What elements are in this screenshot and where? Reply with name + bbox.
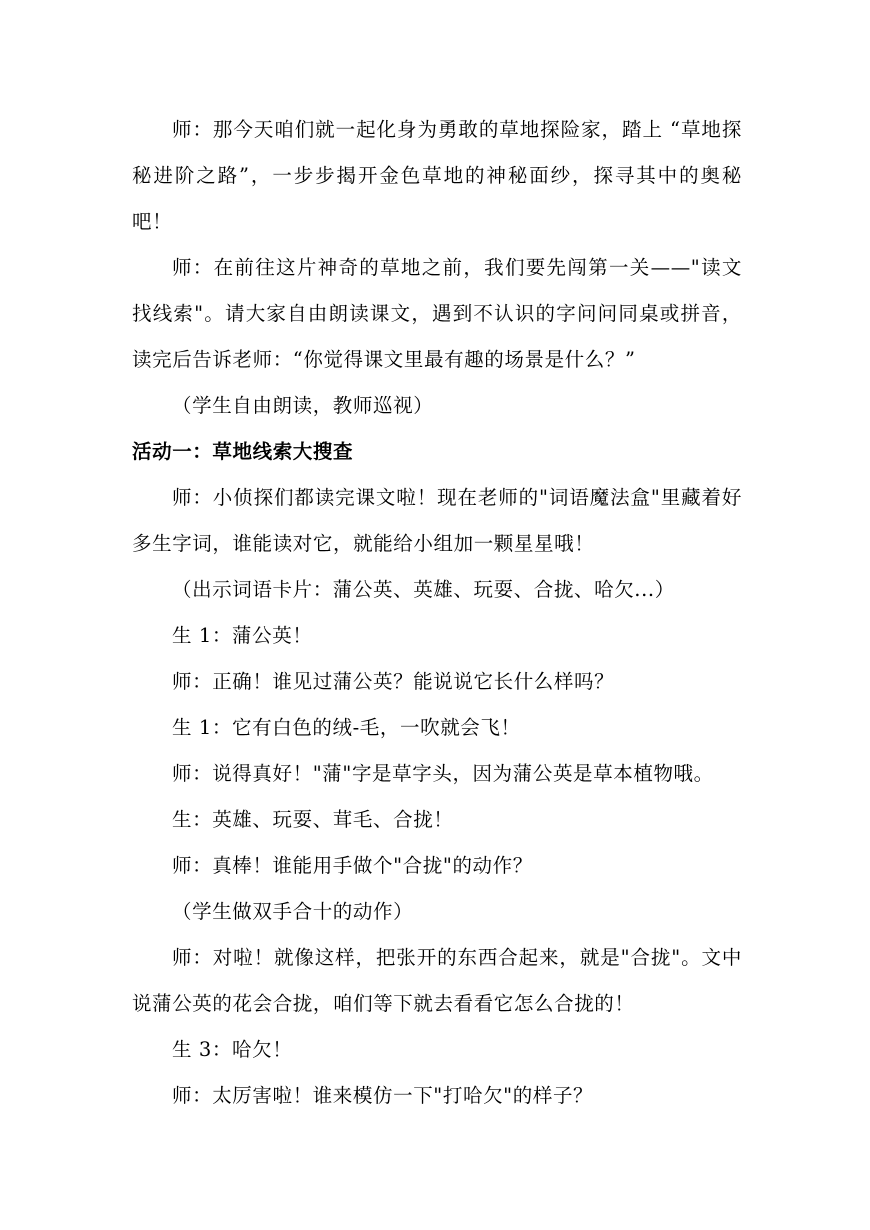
teacher-line-correct: 师：正确！谁见过蒲公英？能说说它长什么样吗？	[172, 670, 615, 693]
stage-note-reading: （学生自由朗读，教师巡视）	[172, 394, 434, 417]
student-line-3: 生：英雄、玩耍、茸毛、合拢！	[172, 808, 454, 831]
student-line-2: 生 1：它有白色的绒-毛，一吹就会飞！	[172, 716, 521, 739]
teacher-first-task-paragraph: 师：在前往这片神奇的草地之前，我们要先闯第一关——"读文找线索"。请大家自由朗读课文，遇到不认识的字问问同桌或拼音，读完后告诉老师：“你觉得课文里最有趣的场景是什么？”	[132, 256, 742, 371]
teacher-line-yawn: 师：太厉害啦！谁来模仿一下"打哈欠"的样子？	[172, 1084, 594, 1107]
stage-note-action: （学生做双手合十的动作）	[172, 900, 414, 923]
teacher-word-box-paragraph: 师：小侦探们都读完课文啦！现在老师的"词语魔法盒"里藏着好多生字词，谁能读对它，就能给小组加一颗星星哦！	[132, 486, 742, 555]
student-line-1: 生 1：蒲公英！	[172, 624, 313, 647]
teacher-line-pu: 师：说得真好！"蒲"字是草字头，因为蒲公英是草本植物哦。	[172, 762, 714, 785]
stage-note-word-cards: （出示词语卡片：蒲公英、英雄、玩耍、合拢、哈欠...）	[172, 578, 675, 601]
teacher-line-explain-helong: 师：对啦！就像这样，把张开的东西合起来，就是"合拢"。文中说蒲公英的花会合拢，咱们等下就去看看它怎么合拢的！	[132, 946, 742, 1015]
student-line-4: 生 3：哈欠！	[172, 1038, 293, 1061]
lesson-transcript	[132, 107, 742, 1119]
teacher-intro-paragraph: 师：那今天咱们就一起化身为勇敢的草地探险家，踏上 “草地探秘进阶之路”，一步步揭开金色草地的神秘面纱，探寻其中的奥秘吧！	[132, 118, 742, 233]
activity-heading: 活动一：草地线索大搜查	[132, 440, 354, 463]
teacher-line-helong: 师：真棒！谁能用手做个"合拢"的动作？	[172, 854, 533, 877]
